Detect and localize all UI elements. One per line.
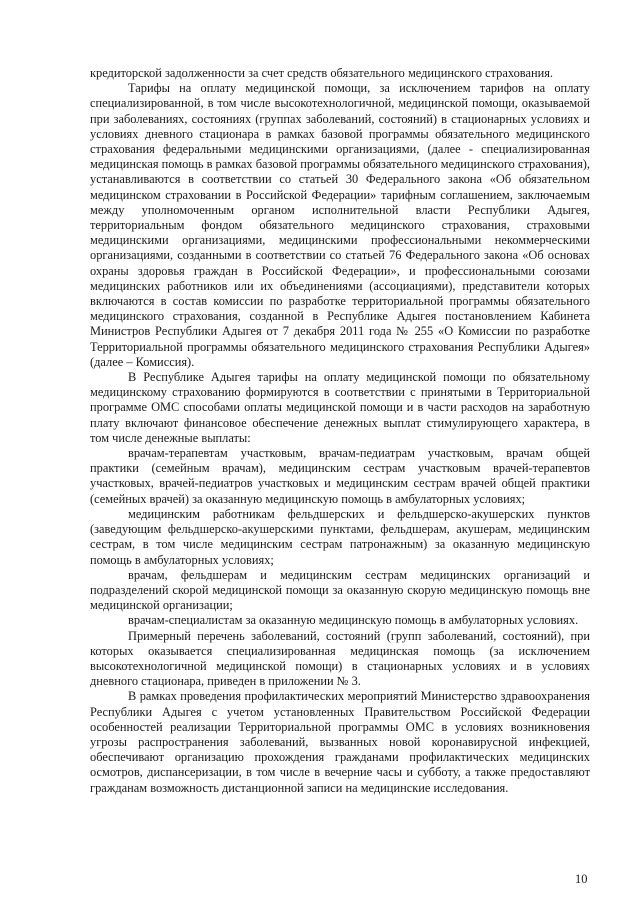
paragraph-preventive-measures: В рамках проведения профилактических мероприятий Министерство здравоохранения Республики Адыгея с учетом установленных Правительством Российской Федерации особенностей реализации Территориальной программы ОМС в условиях возникновения угрозы распространения заболеваний, вызванных новой коронавирусной инфекцией, обеспечивают организацию прохождения гражданами профилактических медицинских осмотров, диспансеризации, в том числе в вечерние часы и субботу, а также предоставляют гражданам возможность дистанционной записи на медицинские исследования. [90,689,590,795]
page-number: 10 [575,872,588,886]
paragraph-district-doctors: врачам-терапевтам участковым, врачам-педиатрам участковым, врачам общей практики (семейным врачам), медицинским сестрам участковым врачей-терапевтов участковых, врачей-педиатров участковых и медицинским сестрам врачей общей практики (семейных врачей) за оказанную медицинскую помощь в амбулаторных условиях; [90,446,590,506]
paragraph-tariffs: Тарифы на оплату медицинской помощи, за исключением тарифов на оплату специализированной, в том числе высокотехнологичной, медицинской помощи, оказываемой при заболеваниях, состояниях (группах заболеваний, состояний) в стационарных условиях и условиях дневного стационара в рамках базовой программы обязательного медицинского страхования федеральными медицинскими организациями, (далее - специализированная медицинская помощь в рамках базовой программы обязательного медицинского страхования), устанавливаются в соответствии со статьей 30 Федерального закона «Об обязательном медицинском страховании в Российской Федерации» тарифным соглашением, заключаемым между уполномоченным органом исполнительной власти Республики Адыгея, территориальным фондом обязательного медицинского страхования, страховыми медицинскими организациями, медицинскими профессиональными некоммерческими организациями, созданными в соответствии со статьей 76 Федерального закона «Об основах охраны здоровья граждан в Российской Федерации», и профессиональными союзами медицинских работников или их объединениями (ассоциациями), представители которых включаются в состав комиссии по разработке территориальной программы обязательного медицинского страхования, созданной в Республике Адыгея постановлением Кабинета Министров Республики Адыгея от 7 декабря 2011 года № 255 «О Комиссии по разработке Территориальной программы обязательного медицинского страхования Республики Адыгея» (далее – Комиссия). [90,81,590,369]
paragraph-feldsher-workers: медицинским работникам фельдшерских и фельдшерско-акушерских пунктов (заведующим фельдшерско-акушерскими пунктами, фельдшерам, акушерам, медицинским сестрам, в том числе медицинским сестрам патронажным) за оказанную медицинскую помощь в амбулаторных условиях; [90,506,590,567]
paragraph-disease-list: Примерный перечень заболеваний, состояний (групп заболеваний, состояний), при которых оказывается специализированная медицинская помощь (за исключением высокотехнологичной медицинской помощи) в стационарных условиях и в условиях дневного стационара, приведен в приложении № 3. [90,628,590,689]
paragraph-creditor-debt: кредиторской задолженности за счет средств обязательного медицинского страхования. [90,66,554,80]
paragraph-specialists: врачам-специалистам за оказанную медицинскую помощь в амбулаторных условиях. [128,613,579,628]
document-body [90,66,590,796]
paragraph-adygea-tariffs: В Республике Адыгея тарифы на оплату медицинской помощи по обязательному медицинскому страхованию формируются в соответствии с принятыми в Территориальной программе ОМС способами оплаты медицинской помощи и в части расходов на заработную плату включают финансовое обеспечение денежных выплат стимулирующего характера, в том числе денежные выплаты: [90,370,590,445]
paragraph-emergency-care: врачам, фельдшерам и медицинским сестрам медицинских организаций и подразделений скорой медицинской помощи за оказанную скорую медицинскую помощь вне медицинской организации; [90,567,590,613]
